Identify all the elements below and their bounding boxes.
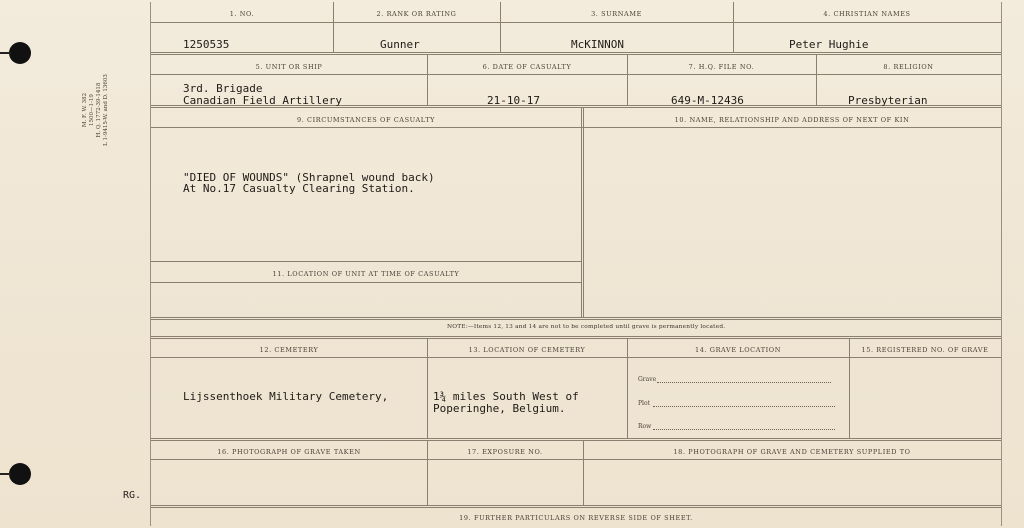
location-cemetery-line1: 1¾ miles South West of xyxy=(433,390,579,403)
corner-mark: RG. xyxy=(123,490,142,501)
header-date: 6. DATE OF CASUALTY xyxy=(482,63,572,71)
header-no: 1. NO. xyxy=(229,10,255,18)
religion-value: Presbyterian xyxy=(848,94,928,107)
header-rank: 2. RANK OR RATING xyxy=(376,10,457,18)
header-surname: 3. SURNAME xyxy=(591,10,642,18)
date-value: 21-10-17 xyxy=(487,94,540,107)
location-cemetery-line2: Poperinghe, Belgium. xyxy=(433,402,566,415)
header-photo-taken: 16. PHOTOGRAPH OF GRAVE TAKEN xyxy=(217,448,361,456)
print-code-line: 1500—1-19 xyxy=(89,94,95,126)
hq-file-value: 649-M-12436 xyxy=(671,94,744,107)
header-christian-names: 4. CHRISTIAN NAMES xyxy=(823,10,911,18)
circumstances-line2: At No.17 Casualty Clearing Station. xyxy=(183,182,415,195)
print-code-line: L 1-9415-W. and D. 13603 xyxy=(103,74,109,146)
form-print-code xyxy=(82,40,110,180)
grave-label: Grave xyxy=(638,376,657,383)
christian-names-value: Peter Hughie xyxy=(789,38,869,51)
header-location-unit: 11. LOCATION OF UNIT AT TIME OF CASUALTY xyxy=(272,270,460,278)
print-code-line: H. Q. 1772-39-1418 xyxy=(96,82,102,138)
note-text: NOTE:—Items 12, 13 and 14 are not to be completed until grave is permanently located. xyxy=(447,324,726,330)
header-unit: 5. UNIT OR SHIP xyxy=(255,63,323,71)
header-next-of-kin: 10. NAME, RELATIONSHIP AND ADDRESS OF NEXT OF KIN xyxy=(674,116,910,124)
header-exposure: 17. EXPOSURE NO. xyxy=(467,448,543,456)
header-further: 19. FURTHER PARTICULARS ON REVERSE SIDE OF SHEET. xyxy=(459,514,693,522)
unit-line2: Canadian Field Artillery xyxy=(183,94,342,107)
header-religion: 8. RELIGION xyxy=(883,63,934,71)
circumstances-line1: "DIED OF WOUNDS" (Shrapnel wound back) xyxy=(183,171,435,184)
header-photo-supplied: 18. PHOTOGRAPH OF GRAVE AND CEMETERY SUPPLIED TO xyxy=(673,448,911,456)
header-circumstances: 9. CIRCUMSTANCES OF CASUALTY xyxy=(296,116,436,124)
row-label: Row xyxy=(638,423,652,430)
form-grid xyxy=(150,2,1002,526)
plot-label: Plot xyxy=(638,400,650,407)
header-location-cemetery: 13. LOCATION OF CEMETERY xyxy=(468,346,586,354)
header-hq-file: 7. H.Q. FILE NO. xyxy=(688,63,755,71)
rank-value: Gunner xyxy=(380,38,420,51)
header-registered-no: 15. REGISTERED NO. OF GRAVE xyxy=(861,346,989,354)
header-grave-location: 14. GRAVE LOCATION xyxy=(694,346,782,354)
unit-line1: 3rd. Brigade xyxy=(183,82,263,95)
cemetery-value: Lijssenthoek Military Cemetery, xyxy=(183,390,389,403)
punch-hole-bottom xyxy=(9,463,31,485)
print-code-line: M. F. W. 382 xyxy=(82,92,88,128)
service-number: 1250535 xyxy=(183,38,230,51)
surname-value: McKINNON xyxy=(571,38,624,51)
header-cemetery: 12. CEMETERY xyxy=(259,346,319,354)
punch-hole-top xyxy=(9,42,31,64)
